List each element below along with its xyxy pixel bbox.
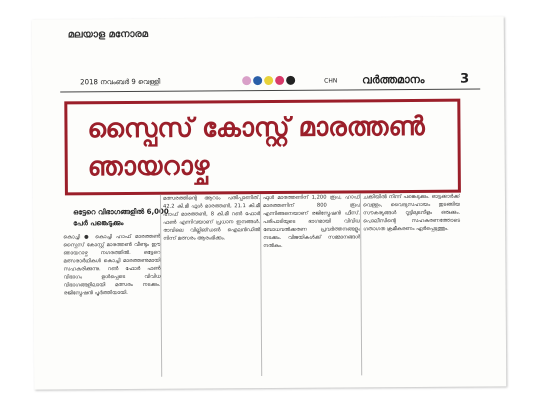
page-number: 3 <box>460 71 470 87</box>
article-column: മത്സരത്തിന്റെ ആറാം പതിപ്പാണിത്. 42.2 കി.മീ ഫുൾ മാരത്തൺ, 21.1 കി.മീ ഹാഫ്‌ മാരത്തൺ, 8 കി.മീ റൺ ഫോർ ഫൺ എന്നിവയാണ് പ്രധാന ഇനങ്ങൾ. രാവിലെ വില്ലിങ്ഡൺ ഐലൻഡിൽ നിന്ന് മത്സരം ആരംഭിക്കും. <box>162 195 261 242</box>
registration-dot <box>275 76 284 85</box>
section-title: വർത്തമാനം <box>362 72 425 87</box>
headline: സ്പൈസ് കോസ്റ്റ് മാരത്തൺ ഞായറാഴ്ച <box>87 111 425 183</box>
column-divider <box>360 193 362 375</box>
registration-dot <box>242 76 251 85</box>
column-divider <box>260 194 262 376</box>
edition-code: CHN <box>324 77 338 85</box>
registration-dot <box>264 76 273 85</box>
headline-box <box>64 99 461 196</box>
newspaper-clipping <box>32 16 507 389</box>
color-registration-dots <box>242 76 295 85</box>
header-line <box>62 72 482 91</box>
article-column: ഫുൾ മാരത്തണിന് 1,200 രൂപ, ഹാഫ്‌ മാരത്തണിന് 800 രൂപ എന്നിങ്ങനെയാണ് രജിസ്ട്രേഷൻ ഫീസ്. പരിപാടിയുടെ ഭാഗമായി വിവിധ ബോധവൽക്കരണ പ്രവർത്തനങ്ങളും നടക്കും. വിജയികൾക്ക് സമ്മാനങ്ങൾ നൽകും. <box>262 194 361 250</box>
issue-date: 2018 നവംബർ 9 വെള്ളി <box>80 77 161 87</box>
registration-dot <box>286 76 295 85</box>
registration-dot <box>253 76 262 85</box>
article-column: ചക്കിയിൽ നിന്ന് പങ്കെടുക്കും. ഓട്ടക്കാർക്ക് വെള്ളം, വൈദ്യസഹായം തുടങ്ങിയ സൗകര്യങ്ങൾ റൂട്ടിലുടനീളം ഒരുക്കും. പൊലീസിന്റെ സഹകരണത്തോടെ ഗതാഗത ക്രമീകരണം ഏർപ്പെടുത്തും. <box>362 193 461 233</box>
article-column: കൊച്ചി ● കൊച്ചി ഹാഫ്‌ മാരത്തൺ സ്പൈസ് കോസ്റ്റ് മാരത്തൺ വീണ്ടും ഈ ഞായറാഴ്ച നഗരത്തിൽ. ഒട്ടേറെ മത്സരാർഥികൾ കൊച്ചി മാരത്തണുമായി സഹകരിക്കുന്നു. റൺ ഫോർ ഫൺ വിഭാഗം ഉൾപ്പെടെ വിവിധ വിഭാഗങ്ങളിലായി മത്സരം നടക്കും. രജിസ്ട്രേഷൻ പൂർത്തിയായി. <box>63 233 161 297</box>
masthead: മലയാള മനോരമ <box>67 28 149 41</box>
subheadline: ഒട്ടേറെ വിഭാഗങ്ങളിൽ 6,000 പേർ പങ്കെടുക്കും <box>73 207 169 228</box>
